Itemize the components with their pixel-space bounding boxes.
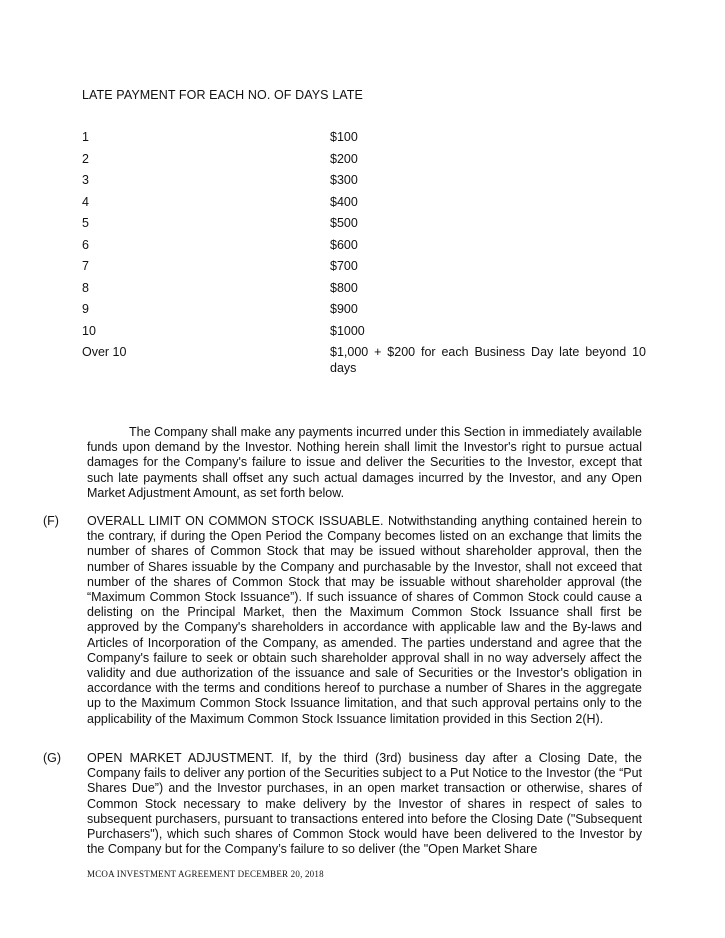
late-fee-cell: $800 (330, 280, 358, 295)
table-row (82, 301, 652, 323)
days-late-cell: 5 (82, 216, 89, 230)
clause-g-label: (G) (43, 751, 62, 765)
table-row (82, 215, 652, 237)
clause-g-text: OPEN MARKET ADJUSTMENT. If, by the third (3rd) business day after a Closing Date, the Company fails to deliver any portion of the Securities subject to a Put Notice to the Investor (the “Put Shares Due”) and the Investor purchases, in an open market transaction or otherwise, shares of Common Stock necessary to make delivery by the Investor of shares in respect of sales to subsequent purchasers, pursuant to transactions entered into before the Closing Date ("Subsequent Purchasers"), which such shares of Common Stock would have been delivered to the Investor by the Company but for the Company’s failure to so deliver (the "Open Market Share (87, 751, 642, 857)
days-late-cell: 8 (82, 280, 89, 295)
late-payment-paragraph: The Company shall make any payments incurred under this Section in immediately available funds upon demand by the Investor. Nothing herein shall limit the Investor's right to pursue actual damages for the Company's failure to issue and deliver the Securities to the Investor, except that such late payments shall offset any such actual damages incurred by the Investor, and any Open Market Adjustment Amount, as set forth below. (87, 425, 642, 500)
late-fee-cell: $200 (330, 151, 358, 166)
table-row (82, 323, 652, 345)
table-row (82, 151, 652, 173)
days-late-cell: 7 (82, 259, 89, 273)
days-late-cell: 2 (82, 151, 89, 166)
late-payment-heading: LATE PAYMENT FOR EACH NO. OF DAYS LATE (82, 88, 363, 102)
days-late-cell: 6 (82, 237, 89, 252)
late-fee-cell: $900 (330, 302, 358, 316)
clause-f-text: OVERALL LIMIT ON COMMON STOCK ISSUABLE. Notwithstanding anything contained herein to the contrary, if during the Open Period the Company becomes listed on an exchange that limits the number of shares of Common Stock that may be issued without shareholder approval, then the number of Shares issuable by the Company and purchasable by the Investor, shall not exceed that number of the shares of Common Stock that may be issuable without shareholder approval (the “Maximum Common Stock Issuance”). If such issuance of shares of Common Stock could cause a delisting on the Principal Market, then the Maximum Common Stock Issuance shall first be approved by the Company's shareholders in accordance with applicable law and the By-laws and Articles of Incorporation of the Company, as amended. The parties understand and agree that the Company's failure to seek or obtain such shareholder approval shall in no way adversely affect the validity and due authorization of the issuance and sale of Securities or the Investor's obligation in accordance with the terms and conditions hereof to purchase a number of Shares in the aggregate up to the Maximum Common Stock Issuance limitation, and that such approval pertains only to the applicability of the Maximum Common Stock Issuance limitation provided in this Section 2(H). (87, 514, 642, 726)
days-late-cell: 4 (82, 194, 89, 209)
late-fee-cell: $700 (330, 259, 358, 273)
days-late-cell: 9 (82, 302, 89, 316)
table-row (82, 280, 652, 302)
days-late-cell: 1 (82, 130, 89, 144)
table-row (82, 344, 652, 375)
table-row (82, 258, 652, 280)
late-fee-cell: $300 (330, 173, 358, 187)
late-fee-cell: $100 (330, 130, 358, 144)
days-late-cell: Over 10 (82, 345, 127, 359)
table-row (82, 129, 652, 151)
days-late-cell: 3 (82, 173, 89, 187)
late-payment-table (82, 129, 652, 375)
late-fee-cell: $1000 (330, 323, 365, 338)
days-late-cell: 10 (82, 323, 96, 338)
table-row (82, 172, 652, 194)
table-row (82, 194, 652, 216)
late-fee-cell: $400 (330, 194, 358, 209)
late-fee-cell: $500 (330, 216, 358, 230)
late-fee-cell: $1,000 + $200 for each Business Day late beyond 10 days (330, 345, 646, 375)
table-row (82, 237, 652, 259)
late-fee-cell: $600 (330, 237, 358, 252)
page-footer: MCOA INVESTMENT AGREEMENT DECEMBER 20, 2018 (87, 869, 324, 879)
clause-f-label: (F) (43, 514, 59, 528)
